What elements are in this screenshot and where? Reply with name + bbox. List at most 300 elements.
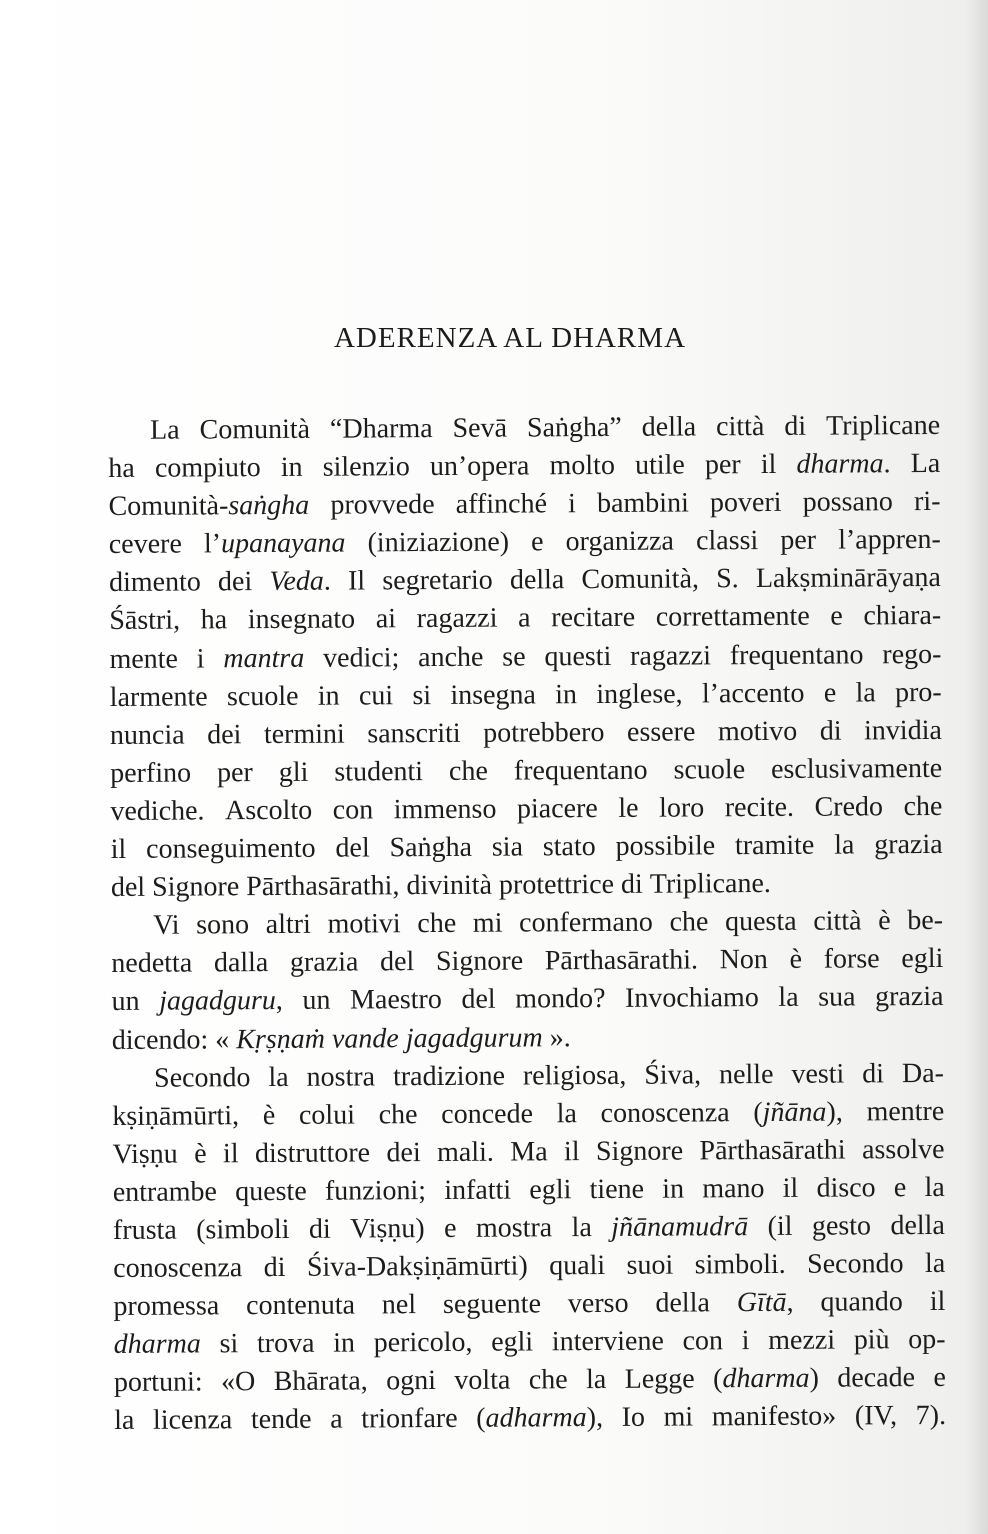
text-line	[113, 1283, 945, 1326]
word-part: colui	[298, 1099, 356, 1131]
word-part: Secondo	[153, 1061, 251, 1094]
word	[586, 1361, 606, 1399]
word	[807, 1245, 904, 1284]
word	[217, 754, 253, 792]
word-part: città	[813, 905, 862, 937]
word-part: tramite	[734, 829, 815, 862]
word-part: Signore	[595, 1135, 684, 1167]
word	[863, 597, 941, 636]
word	[663, 1399, 693, 1437]
word	[109, 526, 182, 565]
word	[302, 982, 330, 1020]
word	[418, 638, 484, 676]
text-line	[111, 902, 943, 945]
word	[925, 1245, 945, 1283]
word-part: altri	[265, 908, 311, 941]
word-part: compiuto	[154, 452, 261, 484]
italic-term: mantra	[223, 642, 305, 674]
word	[153, 1402, 233, 1441]
word	[274, 1363, 368, 1402]
word	[527, 409, 622, 448]
word	[155, 449, 261, 488]
text-line	[112, 1016, 944, 1059]
word-part: motivo	[717, 715, 798, 748]
word	[194, 1135, 207, 1173]
word-part: ogni	[386, 1365, 437, 1397]
word	[225, 792, 312, 831]
word-part: (iniziazione)	[367, 526, 510, 559]
word-part: tende	[250, 1404, 312, 1436]
word	[112, 1135, 177, 1173]
word	[544, 637, 611, 676]
word	[830, 598, 843, 636]
word	[307, 1248, 528, 1287]
word-part: ,	[275, 985, 283, 1017]
word-part: della	[509, 564, 565, 596]
word-part: che	[903, 790, 943, 823]
word-part: questi	[544, 640, 612, 672]
word	[784, 408, 806, 446]
word-part: Viṣṇu	[112, 1138, 178, 1170]
word-part: Ascolto	[224, 794, 313, 827]
word-part: e	[444, 1212, 457, 1244]
word	[557, 1095, 577, 1133]
word	[644, 1056, 701, 1094]
body-text	[108, 407, 946, 1441]
word-part: con	[682, 1325, 724, 1357]
word-part: il	[929, 1286, 946, 1318]
word	[510, 1133, 548, 1171]
word-part: manifesto»	[711, 1401, 837, 1433]
word	[635, 447, 685, 485]
word-part: segretario	[382, 565, 493, 597]
word	[266, 906, 311, 944]
word	[499, 866, 614, 905]
word-part: mentre	[866, 1095, 945, 1128]
italic-term: adharma	[485, 1402, 587, 1435]
word-part: frequentano	[513, 754, 648, 787]
word-part: in	[280, 451, 303, 484]
word	[510, 562, 565, 600]
word	[290, 944, 359, 983]
word-part: egli	[529, 1174, 572, 1206]
word-part: per	[780, 524, 817, 557]
word	[515, 980, 605, 1019]
word-part: la	[855, 676, 876, 709]
word-part: chiara-	[863, 600, 942, 632]
italic-term: Gītā	[736, 1287, 787, 1319]
word	[756, 559, 941, 598]
word	[113, 1173, 217, 1212]
word	[767, 1208, 792, 1246]
word	[113, 1287, 219, 1326]
italic-term: saṅgha	[228, 489, 310, 522]
word	[816, 1169, 875, 1207]
word-part: studenti	[334, 755, 424, 788]
word	[412, 677, 431, 715]
word-part: nuncia	[109, 719, 185, 751]
word-part: sono	[196, 909, 250, 941]
word	[394, 791, 497, 830]
word	[768, 1322, 835, 1361]
word-part: Secondo	[807, 1248, 904, 1280]
word-part: quali	[549, 1250, 606, 1282]
word-part: portuni:	[113, 1366, 203, 1399]
word	[450, 676, 536, 715]
word	[834, 826, 854, 864]
word-part: della	[641, 411, 697, 443]
word-part: suoi	[626, 1249, 674, 1281]
word	[444, 1210, 457, 1248]
word	[218, 563, 252, 601]
word-part: è	[194, 1138, 207, 1170]
word	[710, 484, 782, 523]
word-part: i	[741, 1325, 750, 1357]
word	[642, 408, 697, 446]
word-part: licenza	[152, 1404, 233, 1437]
word	[417, 905, 456, 943]
word-part: se	[502, 641, 526, 673]
word	[695, 1246, 786, 1285]
word	[406, 867, 492, 906]
word-part: la	[924, 1247, 946, 1280]
word	[307, 1058, 376, 1097]
word	[568, 485, 576, 523]
word	[330, 1401, 343, 1439]
word-part: Da-	[901, 1057, 945, 1089]
word-part: città	[716, 410, 765, 443]
word-part: un	[111, 986, 140, 1018]
word	[246, 867, 399, 906]
word	[519, 904, 653, 943]
word-part: Credo	[814, 791, 884, 823]
word-part: ragazzi	[416, 603, 498, 635]
text-line	[110, 750, 942, 793]
word-part: nedetta	[111, 947, 193, 980]
word-part: che	[417, 908, 457, 940]
word-part: un’opera	[429, 450, 530, 483]
word-part: Vi	[153, 909, 180, 941]
word	[737, 1284, 794, 1322]
word	[791, 1055, 844, 1093]
word	[201, 602, 228, 640]
word	[502, 638, 526, 676]
word-part: dimento	[108, 566, 201, 599]
word-part: grazia	[875, 981, 944, 1013]
word-part: per	[704, 449, 741, 481]
word	[716, 561, 739, 599]
word-part: della	[890, 1209, 945, 1242]
word-part: Maestro	[349, 984, 442, 1016]
word-part: protettrice	[498, 869, 615, 901]
word	[263, 1097, 276, 1135]
word-part: rego-	[882, 638, 942, 670]
word	[214, 944, 269, 982]
word	[824, 674, 837, 712]
word	[281, 449, 303, 487]
word	[894, 1169, 907, 1207]
word	[441, 1095, 533, 1134]
word	[109, 640, 178, 679]
word-part: si	[219, 1328, 239, 1360]
word-part: del	[461, 984, 496, 1016]
word-part: (il	[767, 1210, 793, 1242]
word	[735, 827, 815, 866]
word	[551, 599, 635, 638]
word-part: 7).	[915, 1400, 947, 1432]
word-part: loro	[659, 792, 705, 824]
word-part: poveri	[709, 487, 782, 519]
word-part: egli	[901, 943, 944, 975]
word	[600, 1094, 729, 1133]
word-part: l’appren-	[838, 524, 941, 556]
word	[517, 790, 598, 829]
text-line	[108, 445, 940, 488]
word-part: Lakṣminārāyaṇa	[755, 562, 942, 595]
word	[803, 483, 893, 522]
word	[196, 1211, 290, 1250]
word-part: ha	[108, 452, 135, 485]
word	[268, 1059, 288, 1097]
word	[589, 1171, 644, 1209]
text-line	[113, 1245, 945, 1288]
word-part: di	[862, 1057, 885, 1089]
word-part: che	[669, 906, 709, 938]
italic-term: jñāna	[762, 1096, 827, 1128]
word-part: immenso	[393, 793, 497, 826]
word-part: .	[883, 448, 891, 480]
word	[930, 1283, 946, 1321]
word	[596, 1132, 683, 1171]
word-part: mezzi	[768, 1324, 836, 1357]
text-line	[112, 1131, 944, 1174]
word	[866, 1093, 944, 1132]
word	[430, 448, 530, 487]
word	[361, 1400, 458, 1439]
word	[386, 1362, 436, 1400]
word-part: e	[893, 1172, 907, 1204]
word-part: vedici;	[323, 641, 400, 674]
word-part: provvede	[330, 489, 435, 521]
word	[720, 941, 768, 979]
word	[382, 1286, 416, 1324]
word	[318, 677, 340, 715]
word-part: scuole	[673, 753, 746, 786]
word	[350, 981, 442, 1020]
word	[780, 522, 816, 560]
word	[796, 445, 890, 484]
word-part: mostra	[475, 1212, 553, 1244]
word-part: un	[302, 985, 331, 1017]
word	[325, 1172, 426, 1211]
word	[543, 828, 596, 866]
word-part: (simboli	[196, 1213, 290, 1246]
word-part: «	[215, 1023, 230, 1055]
word-part: Pārthasārathi.	[544, 944, 699, 977]
word	[333, 1325, 355, 1363]
word-part: simboli.	[694, 1248, 786, 1281]
word-part: S.	[716, 563, 739, 595]
word	[109, 602, 180, 641]
word-part: ».	[549, 1021, 571, 1053]
word	[761, 446, 777, 484]
word	[552, 1323, 664, 1362]
word-part: (	[476, 1403, 486, 1435]
word-part: dei	[207, 718, 242, 751]
word	[514, 752, 648, 791]
word	[196, 906, 249, 944]
word-part: Pārthasārathi	[699, 1134, 846, 1167]
word	[812, 1207, 871, 1245]
word	[713, 1360, 819, 1399]
word-part: è	[262, 1099, 276, 1131]
word-part: più	[853, 1324, 890, 1356]
word-part: gesto	[811, 1210, 872, 1242]
word-part: ),	[826, 1096, 843, 1128]
word-part: e	[823, 677, 837, 709]
word-part: vesti	[791, 1058, 845, 1090]
word	[824, 941, 880, 979]
word-part: (	[712, 1363, 723, 1395]
word	[549, 447, 615, 485]
word-part: conseguimento	[145, 832, 316, 865]
word	[650, 865, 771, 904]
word-part: sua	[818, 981, 856, 1014]
word-part: per	[216, 756, 253, 789]
word-part: tradizione	[392, 1060, 506, 1092]
word-part: dicendo:	[111, 1023, 209, 1056]
word-part: Signore	[435, 945, 524, 978]
word-part: anche	[418, 641, 484, 673]
italic-term: jagadguru	[159, 985, 276, 1018]
word-part: assolve	[861, 1133, 945, 1166]
word	[911, 445, 941, 483]
word	[771, 750, 942, 789]
word-part: la	[778, 982, 799, 1014]
word	[443, 1286, 541, 1325]
word-part: in	[555, 678, 578, 710]
word	[454, 1362, 510, 1400]
word	[855, 1398, 897, 1436]
word	[264, 715, 345, 754]
word-part: e	[830, 600, 843, 633]
word	[914, 483, 941, 521]
word-part: il	[563, 1135, 580, 1168]
word	[473, 905, 503, 943]
word-part: a	[518, 602, 531, 634]
italic-term: Veda	[269, 566, 324, 598]
word-part: insegnato	[247, 603, 356, 636]
word-part: disco	[816, 1172, 876, 1204]
word-part: sia	[491, 831, 524, 863]
word-part: Śiva-Dakṣiṇāmūrti)	[306, 1250, 528, 1283]
word-part: pericolo,	[373, 1327, 473, 1359]
word-part: ha	[200, 604, 228, 636]
word	[110, 678, 208, 717]
word	[111, 983, 139, 1021]
word-part: mi	[663, 1401, 694, 1434]
word-part: verso	[567, 1287, 629, 1320]
word	[219, 1325, 238, 1363]
word-part: tiene	[589, 1173, 645, 1205]
word	[814, 788, 883, 827]
word	[223, 1135, 239, 1173]
word	[330, 486, 434, 525]
word	[820, 712, 842, 750]
word	[882, 635, 941, 673]
word	[112, 1021, 209, 1060]
word	[111, 945, 192, 984]
word-part: grazia	[289, 946, 359, 979]
word-part: interviene	[551, 1325, 664, 1358]
word	[702, 674, 805, 713]
word-part: .	[323, 566, 331, 598]
word-part: funzioni;	[324, 1174, 427, 1207]
word	[705, 446, 741, 484]
word	[742, 1322, 750, 1360]
word	[382, 562, 493, 601]
word	[673, 751, 745, 790]
word	[113, 1249, 242, 1288]
word	[333, 791, 374, 829]
word-part: seguente	[442, 1288, 542, 1321]
word-part: correttamente	[655, 601, 810, 634]
word-part: volta	[454, 1364, 511, 1397]
word	[483, 714, 605, 753]
word-part: pro-	[894, 676, 942, 708]
word-part: silenzio	[322, 451, 410, 483]
word	[862, 1131, 945, 1170]
word	[223, 639, 304, 678]
word-part: decade	[837, 1362, 916, 1394]
word-part: trova	[256, 1328, 315, 1360]
word	[108, 487, 309, 526]
word-part: conoscenza	[600, 1096, 730, 1129]
word	[838, 521, 941, 560]
word	[330, 410, 433, 449]
word-part: motivi	[327, 908, 401, 940]
text-line	[111, 940, 943, 983]
word	[108, 450, 135, 488]
word	[895, 674, 942, 712]
word-part: bambini	[596, 487, 689, 520]
word	[112, 1097, 239, 1136]
word-part: dalla	[213, 947, 269, 979]
word-part: ri-	[913, 486, 941, 518]
word	[916, 1397, 947, 1435]
word-part: del	[110, 871, 146, 904]
word-part: Viṣṇu)	[350, 1213, 425, 1245]
word-part: distruttore	[254, 1137, 371, 1169]
italic-term: dharma	[113, 1328, 201, 1361]
word-part: cui	[358, 679, 394, 712]
word-part: nelle	[718, 1058, 774, 1090]
text-line	[114, 1397, 946, 1440]
word	[437, 1133, 494, 1171]
word-part: si	[412, 679, 432, 711]
word-part: Saṅgha	[389, 831, 473, 864]
word	[334, 753, 423, 792]
text-line	[112, 1093, 944, 1136]
text-line	[110, 788, 942, 831]
word-part: l’	[203, 528, 222, 560]
text-line	[111, 826, 943, 869]
word	[299, 1096, 355, 1134]
word-part: in	[662, 1173, 685, 1205]
word-part: frequentano	[729, 638, 864, 671]
italic-term: Kṛṣṇaṁ vande jagadgurum	[236, 1021, 543, 1055]
word	[712, 1398, 837, 1437]
